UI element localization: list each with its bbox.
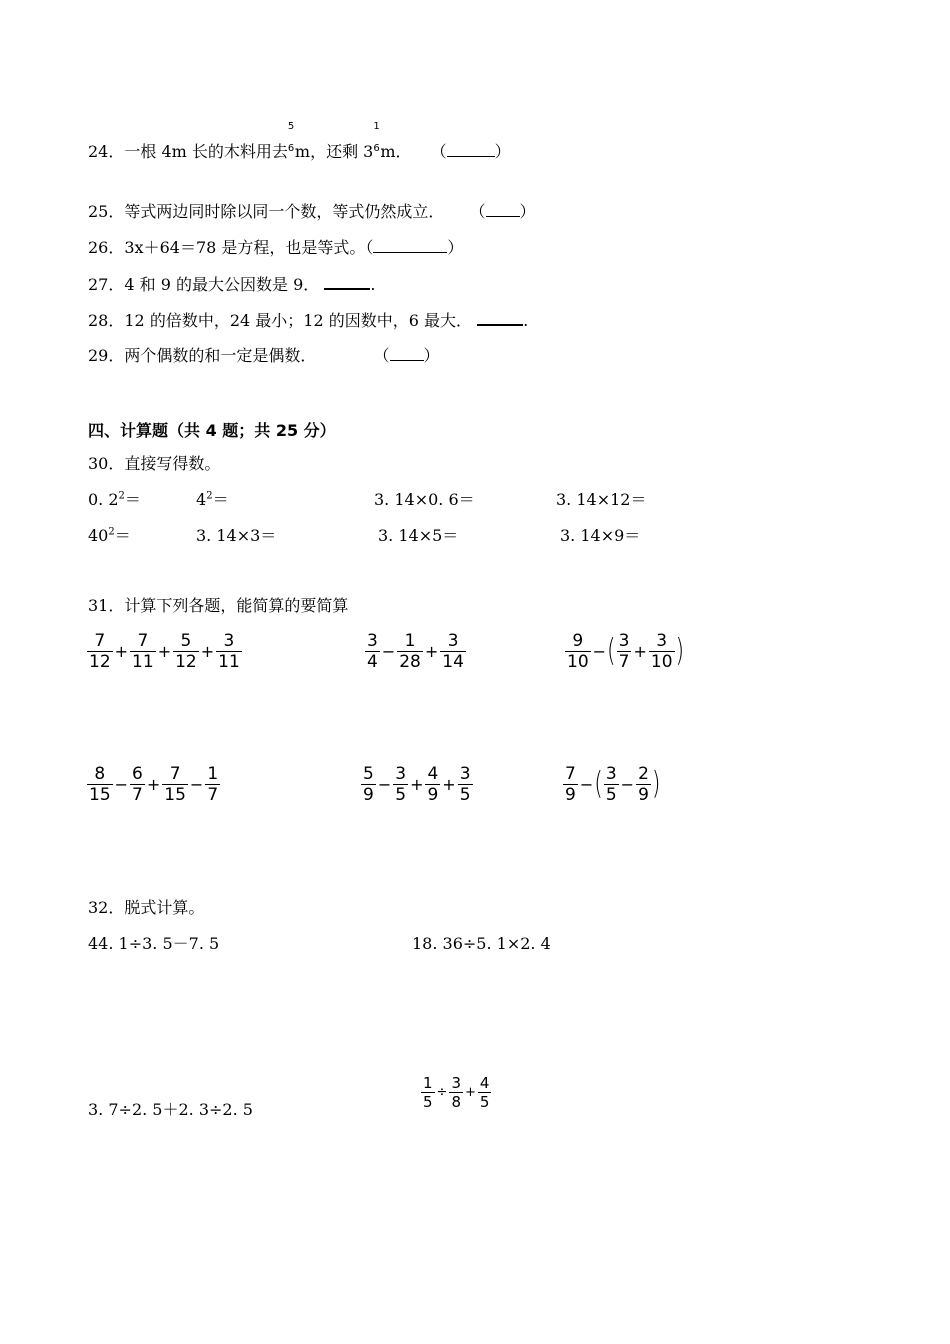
q25-number: 25． <box>88 202 125 221</box>
q30-item: 0. $2^2=$ <box>88 490 141 509</box>
fraction: 3 5 <box>459 764 471 805</box>
q26-text: 3x＋64＝78 是方程，也是等式。 <box>124 238 366 257</box>
question-24 <box>88 121 511 162</box>
q32-expression-1: 44. 1÷3. 5－7. 5 <box>88 934 220 953</box>
question-27 <box>88 274 375 295</box>
q30-item: 3. 14×12＝ <box>556 490 647 509</box>
fraction: 2 9 <box>638 764 649 805</box>
q24-paren-left: （ <box>430 142 447 161</box>
fraction: 5 12 <box>175 631 197 672</box>
fraction: 3 8 <box>451 1074 461 1111</box>
q27-answer-blank[interactable] <box>324 274 370 290</box>
q29-number: 29． <box>88 346 125 365</box>
q28-answer-blank[interactable] <box>477 310 523 326</box>
fraction: 1 7 <box>207 764 219 805</box>
q30-item: 3. 14×9＝ <box>560 526 641 545</box>
q27-number: 27． <box>88 275 125 294</box>
question-29 <box>88 346 440 366</box>
q24-fraction-1: 5 6 <box>287 121 295 154</box>
q25-paren-left: （ <box>469 202 486 221</box>
q31-expression-3: 9 10 − ( 3 7 + 3 10 ) <box>567 631 685 672</box>
q32-expression-4: 1 5 ÷ 3 8 + 4 5 <box>423 1074 490 1111</box>
q24-answer-blank[interactable] <box>447 142 495 157</box>
q24-text-a: 一根 4m 长的木料用去 <box>124 142 288 161</box>
question-25 <box>88 202 536 222</box>
q26-paren-left: （ <box>365 238 374 257</box>
q31-expression-4: 8 15 − 6 7 + 7 15 − 1 7 <box>89 764 219 805</box>
fraction: 3 11 <box>218 631 240 672</box>
fraction: 3 5 <box>395 764 407 805</box>
q26-paren-right: ） <box>447 238 464 257</box>
q24-paren-right: ） <box>494 142 511 161</box>
q31-expression-5: 5 9 − 3 5 + 4 9 + 3 5 <box>363 764 471 805</box>
q31-expression-6: 7 9 − ( 3 5 − 2 9 ) <box>565 764 661 805</box>
q25-paren-right: ） <box>519 202 536 221</box>
fraction: 3 4 <box>367 631 378 672</box>
q28-number: 28． <box>88 311 125 330</box>
q25-text: 等式两边同时除以同一个数，等式仍然成立． <box>124 202 445 221</box>
fraction: 7 12 <box>89 631 111 672</box>
q30-item: $4^2=$ <box>196 490 229 509</box>
fraction: 7 15 <box>164 764 186 805</box>
q29-answer-blank[interactable] <box>390 346 424 361</box>
q30-item: $40^2=$ <box>88 526 131 545</box>
q28-text: 12 的倍数中，24 最小；12 的因数中，6 最大． <box>124 311 472 330</box>
q29-paren-right: ） <box>423 346 440 365</box>
fraction: 9 10 <box>567 631 589 672</box>
fraction: 7 9 <box>565 764 576 805</box>
fraction: 3 10 <box>650 631 673 672</box>
fraction: 7 11 <box>132 631 154 672</box>
q27-end: . <box>370 275 376 294</box>
q24-text-b: m，还剩 3 <box>294 142 374 161</box>
section-4-heading: 四、计算题（共 4 题；共 25 分） <box>88 421 336 440</box>
q32-expression-3: 3. 7÷2. 5＋2. 3÷2. 5 <box>88 1100 253 1119</box>
q30-item: 3. 14×3＝ <box>196 526 277 545</box>
q24-fraction-2: 1 6 <box>373 121 380 154</box>
question-28 <box>88 310 528 331</box>
q24-text-c: m． <box>380 142 412 161</box>
q30-item: 3. 14×5＝ <box>378 526 459 545</box>
question-30-title: 30．直接写得数。 <box>88 454 221 473</box>
q32-expression-2: 18. 36÷5. 1×2. 4 <box>412 934 551 953</box>
question-26 <box>88 238 463 258</box>
q27-text: 4 和 9 的最大公因数是 9． <box>124 275 320 294</box>
fraction: 1 5 <box>423 1074 433 1111</box>
q28-end: . <box>523 311 529 330</box>
fraction: 5 9 <box>363 764 374 805</box>
q30-item: 3. 14×0. 6＝ <box>374 490 475 509</box>
fraction: 3 14 <box>442 631 464 672</box>
q29-paren-left: （ <box>373 346 390 365</box>
q26-answer-blank[interactable] <box>373 238 447 253</box>
q31-expression-1: 7 12 + 7 11 + 5 12 + 3 11 <box>89 631 240 672</box>
fraction: 3 7 <box>618 631 630 672</box>
fraction: 8 15 <box>89 764 111 805</box>
fraction: 4 5 <box>479 1074 490 1111</box>
fraction: 6 7 <box>132 764 143 805</box>
question-31-title: 31．计算下列各题，能简算的要简算 <box>88 596 349 615</box>
fraction: 4 9 <box>427 764 439 805</box>
q24-number: 24． <box>88 142 125 161</box>
q26-number: 26． <box>88 238 125 257</box>
q29-text: 两个偶数的和一定是偶数． <box>124 346 317 365</box>
question-32-title: 32．脱式计算。 <box>88 898 205 917</box>
q31-expression-2: 3 4 − 1 28 + 3 14 <box>367 631 464 672</box>
fraction: 3 5 <box>605 764 617 805</box>
fraction: 1 28 <box>399 631 421 672</box>
q25-answer-blank[interactable] <box>486 202 520 217</box>
